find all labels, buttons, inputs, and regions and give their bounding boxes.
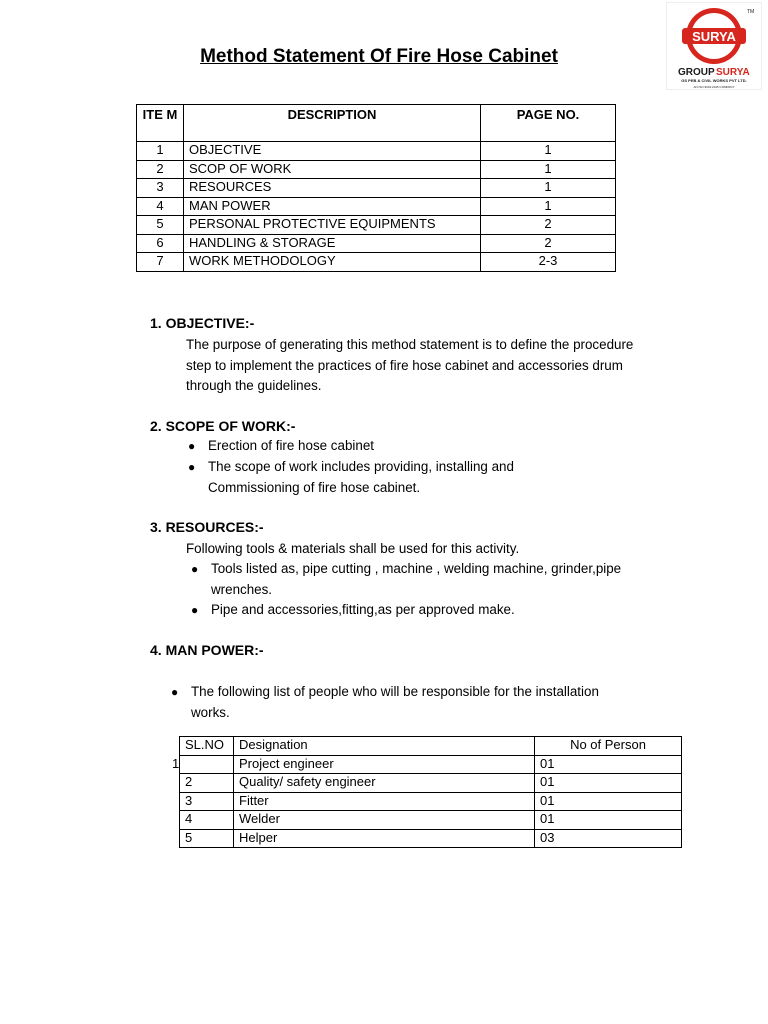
sl-no-value: 1 <box>172 755 180 771</box>
bullet-line: Erection of fire hose cabinet <box>208 438 374 453</box>
designation-cell: Fitter <box>234 792 535 811</box>
item-description: OBJECTIVE <box>184 142 481 161</box>
person-count-cell: 01 <box>535 792 682 811</box>
item-number: 1 <box>137 142 184 161</box>
bullet-dot-icon: ● <box>191 562 199 576</box>
item-number: 6 <box>137 234 184 253</box>
header-page-no: PAGE NO. <box>481 105 616 142</box>
item-number: 5 <box>137 216 184 235</box>
item-description: SCOP OF WORK <box>184 160 481 179</box>
person-count-cell: 01 <box>535 811 682 830</box>
table-row <box>180 811 682 830</box>
item-number: 3 <box>137 179 184 198</box>
logo-brand-text: SURYA <box>692 29 736 44</box>
bullet-line: works. <box>191 704 230 720</box>
header-description: DESCRIPTION <box>184 105 481 142</box>
bullet-line: The scope of work includes providing, installing and <box>208 459 514 474</box>
objective-line: The purpose of generating this method statement is to define the procedure <box>186 337 634 352</box>
table-row <box>137 216 616 235</box>
bullet-line: Commissioning of fire hose cabinet. <box>208 479 421 495</box>
bullet-line: Tools listed as, pipe cutting , machine , welding machine, grinder,pipe <box>211 561 622 576</box>
section-heading-resources: 3. RESOURCES:- <box>150 519 264 535</box>
header-designation: Designation <box>234 737 535 756</box>
designation-cell: Welder <box>234 811 535 830</box>
logo-tm: TM <box>747 9 755 15</box>
item-page: 1 <box>481 160 616 179</box>
item-number: 2 <box>137 160 184 179</box>
table-row <box>180 829 682 848</box>
objective-paragraph <box>186 335 633 397</box>
list-item <box>191 559 622 600</box>
logo-group-text: GROUP <box>678 67 715 78</box>
objective-line: step to implement the practices of fire hose cabinet and accessories drum <box>186 357 623 373</box>
list-item <box>188 436 374 457</box>
table-row <box>137 197 616 216</box>
section-heading-scope: 2. SCOPE OF WORK:- <box>150 418 296 434</box>
bullet-dot-icon: ● <box>191 603 199 617</box>
resources-intro: Following tools & materials shall be used for this activity. <box>186 541 520 556</box>
section-heading-objective: 1. OBJECTIVE:- <box>150 315 255 331</box>
sl-no-cell: 2 <box>180 774 234 793</box>
person-count-cell: 01 <box>535 755 682 774</box>
manpower-table-header <box>180 737 682 756</box>
bullet-dot-icon: ● <box>188 439 196 453</box>
table-row <box>180 774 682 793</box>
item-number: 4 <box>137 197 184 216</box>
contents-table-header <box>137 105 616 142</box>
list-item <box>191 600 515 621</box>
bullet-line: wrenches. <box>211 581 273 597</box>
logo-subline: AN ISO 9001:2015 COMPANY <box>693 85 735 89</box>
table-row <box>137 253 616 272</box>
item-page: 2 <box>481 234 616 253</box>
header-no-of-person: No of Person <box>535 737 682 756</box>
logo-tagline: GS PEB & CIVIL WORKS PVT LTD. <box>681 78 747 83</box>
contents-table <box>136 104 616 272</box>
list-item <box>188 457 514 498</box>
designation-cell: Helper <box>234 829 535 848</box>
bullet-dot-icon: ● <box>171 685 179 699</box>
sl-no-cell: 4 <box>180 811 234 830</box>
objective-line: through the guidelines. <box>186 378 322 393</box>
item-description: MAN POWER <box>184 197 481 216</box>
logo-group-brand-text: SURYA <box>716 67 750 78</box>
designation-cell: Project engineer <box>234 755 535 774</box>
manpower-table <box>172 736 682 848</box>
table-row <box>180 792 682 811</box>
list-item <box>171 682 599 723</box>
item-page: 1 <box>481 142 616 161</box>
item-description: PERSONAL PROTECTIVE EQUIPMENTS <box>184 216 481 235</box>
item-page: 2 <box>481 216 616 235</box>
item-description: WORK METHODOLOGY <box>184 253 481 272</box>
table-row <box>137 179 616 198</box>
item-page: 2-3 <box>481 253 616 272</box>
person-count-cell: 01 <box>535 774 682 793</box>
bullet-line: Pipe and accessories,fitting,as per approved make. <box>211 602 515 617</box>
item-number: 7 <box>137 253 184 272</box>
table-row <box>180 755 682 774</box>
document-title: Method Statement Of Fire Hose Cabinet <box>200 46 558 67</box>
item-description: RESOURCES <box>184 179 481 198</box>
sl-no-cell: 5 <box>180 829 234 848</box>
table-row <box>137 160 616 179</box>
sl-no-cell <box>172 755 234 774</box>
header-sl-no: SL.NO <box>180 737 234 756</box>
bullet-line: The following list of people who will be responsible for the installation <box>191 684 599 699</box>
table-row <box>137 142 616 161</box>
designation-cell: Quality/ safety engineer <box>234 774 535 793</box>
section-heading-manpower: 4. MAN POWER:- <box>150 642 264 658</box>
item-page: 1 <box>481 197 616 216</box>
sl-no-cell: 3 <box>180 792 234 811</box>
item-description: HANDLING & STORAGE <box>184 234 481 253</box>
bullet-dot-icon: ● <box>188 460 196 474</box>
item-page: 1 <box>481 179 616 198</box>
person-count-cell: 03 <box>535 829 682 848</box>
table-row <box>137 234 616 253</box>
header-item: ITE M <box>137 105 184 142</box>
